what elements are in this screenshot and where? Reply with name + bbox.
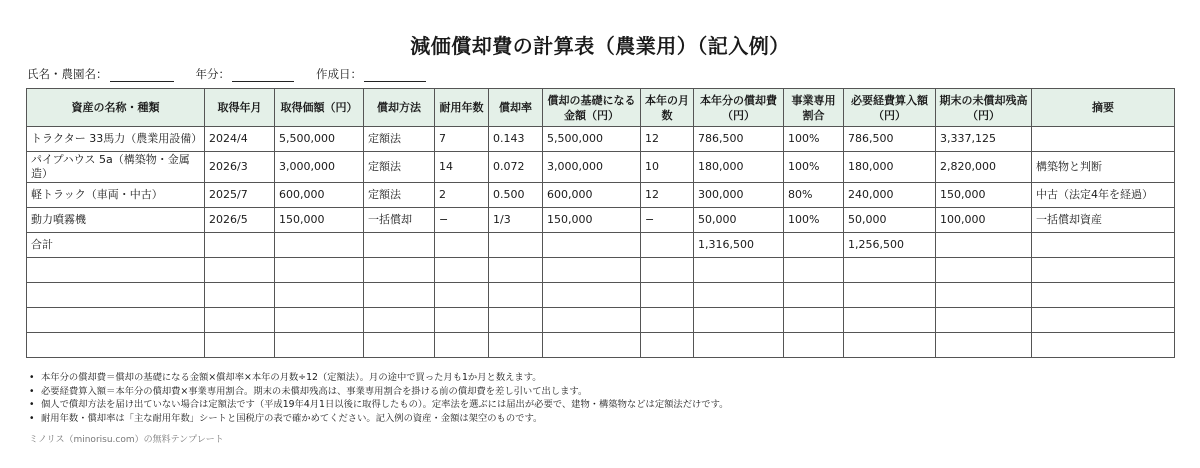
table-cell[interactable] bbox=[205, 308, 275, 333]
depreciation-table bbox=[26, 88, 1175, 358]
note-item: • 個人で償却方法を届け出ていない場合は定額法です（平成19年4月1日以後に取得したもの）。定率法を選ぶには届出が必要で、建物・構築物などは定額法だけです。 bbox=[29, 398, 728, 412]
table-cell[interactable]: 150,000 bbox=[543, 208, 641, 233]
table-cell[interactable] bbox=[1032, 258, 1175, 283]
blank-row bbox=[27, 258, 1175, 283]
table-cell[interactable]: 600,000 bbox=[543, 183, 641, 208]
table-cell[interactable]: 0.500 bbox=[489, 183, 543, 208]
table-cell[interactable]: 3,000,000 bbox=[275, 152, 364, 183]
col-months: 本年の月数 bbox=[641, 89, 694, 127]
table-cell[interactable] bbox=[936, 308, 1032, 333]
table-cell[interactable]: 7 bbox=[435, 127, 489, 152]
table-cell[interactable] bbox=[844, 333, 936, 358]
table-cell[interactable] bbox=[1032, 333, 1175, 358]
table-row bbox=[27, 127, 1175, 152]
table-cell[interactable] bbox=[489, 333, 543, 358]
table-cell[interactable] bbox=[694, 258, 784, 283]
table-cell[interactable] bbox=[364, 333, 435, 358]
table-cell[interactable]: 12 bbox=[641, 183, 694, 208]
col-useful-life: 耐用年数 bbox=[435, 89, 489, 127]
col-book-value: 期末の未償却残高（円） bbox=[936, 89, 1032, 127]
table-cell[interactable] bbox=[364, 283, 435, 308]
table-cell[interactable]: 5,500,000 bbox=[543, 127, 641, 152]
table-cell[interactable] bbox=[1032, 283, 1175, 308]
table-cell[interactable]: 1,316,500 bbox=[694, 233, 784, 258]
table-cell[interactable] bbox=[641, 333, 694, 358]
note-item: • 耐用年数・償却率は「主な耐用年数」シートと国税庁の表で確かめてください。記入例の資産・金額は架空のものです。 bbox=[29, 412, 728, 426]
col-acquired-date: 取得年月 bbox=[205, 89, 275, 127]
table-cell[interactable]: 300,000 bbox=[694, 183, 784, 208]
table-row bbox=[27, 152, 1175, 183]
table-cell[interactable] bbox=[844, 258, 936, 283]
table-cell[interactable]: 動力噴霧機 bbox=[27, 208, 205, 233]
table-cell[interactable]: 100% bbox=[784, 127, 844, 152]
table-cell[interactable] bbox=[27, 308, 205, 333]
table-cell[interactable] bbox=[1032, 127, 1175, 152]
table-cell[interactable] bbox=[936, 258, 1032, 283]
col-basis-amount: 償却の基礎になる金額（円） bbox=[543, 89, 641, 127]
table-cell[interactable] bbox=[844, 283, 936, 308]
table-cell[interactable] bbox=[27, 283, 205, 308]
footer-credit: ミノリス（minorisu.com）の無料テンプレート bbox=[29, 435, 224, 445]
blank-row bbox=[27, 333, 1175, 358]
table-cell[interactable] bbox=[435, 233, 489, 258]
table-cell[interactable]: 構築物と判断 bbox=[1032, 152, 1175, 183]
table-cell[interactable] bbox=[489, 283, 543, 308]
table-cell[interactable] bbox=[936, 233, 1032, 258]
table-cell[interactable]: トラクター 33馬力（農業用設備） bbox=[27, 127, 205, 152]
table-cell[interactable] bbox=[784, 333, 844, 358]
table-cell[interactable] bbox=[364, 233, 435, 258]
table-cell[interactable]: 786,500 bbox=[844, 127, 936, 152]
table-cell[interactable]: 150,000 bbox=[936, 183, 1032, 208]
table-cell[interactable]: 1,256,500 bbox=[844, 233, 936, 258]
table-cell[interactable] bbox=[694, 308, 784, 333]
note-item: • 必要経費算入額＝本年分の償却費×事業専用割合。期末の未償却残高は、事業専用割合を掛ける前の償却費を差し引いて出します。 bbox=[29, 385, 728, 399]
col-deductible: 必要経費算入額（円） bbox=[844, 89, 936, 127]
table-cell[interactable] bbox=[543, 308, 641, 333]
table-cell[interactable] bbox=[936, 333, 1032, 358]
col-depreciation: 本年分の償却費（円） bbox=[694, 89, 784, 127]
blank-row bbox=[27, 308, 1175, 333]
col-remarks: 摘要 bbox=[1032, 89, 1175, 127]
col-method: 償却方法 bbox=[364, 89, 435, 127]
table-cell[interactable]: 2 bbox=[435, 183, 489, 208]
table-cell[interactable]: 100% bbox=[784, 152, 844, 183]
table-cell[interactable] bbox=[27, 333, 205, 358]
table-cell[interactable]: 180,000 bbox=[844, 152, 936, 183]
table-cell[interactable]: 10 bbox=[641, 152, 694, 183]
table-cell[interactable] bbox=[641, 308, 694, 333]
table-cell[interactable]: 定額法 bbox=[364, 127, 435, 152]
table-cell[interactable]: 100,000 bbox=[936, 208, 1032, 233]
table-cell[interactable] bbox=[435, 283, 489, 308]
table-cell[interactable] bbox=[844, 308, 936, 333]
table-header-row bbox=[27, 89, 1175, 127]
notes-list bbox=[29, 371, 728, 425]
blank-row bbox=[27, 283, 1175, 308]
table-cell[interactable]: 一括償却 bbox=[364, 208, 435, 233]
table-cell[interactable]: 2025/7 bbox=[205, 183, 275, 208]
table-cell[interactable]: 2,820,000 bbox=[936, 152, 1032, 183]
table-cell[interactable]: 600,000 bbox=[275, 183, 364, 208]
table-cell[interactable] bbox=[784, 308, 844, 333]
table-cell[interactable] bbox=[489, 233, 543, 258]
col-asset-name: 資産の名称・種類 bbox=[27, 89, 205, 127]
table-cell[interactable]: 0.072 bbox=[489, 152, 543, 183]
table-cell[interactable] bbox=[275, 308, 364, 333]
table-cell[interactable] bbox=[364, 258, 435, 283]
table-cell[interactable] bbox=[1032, 308, 1175, 333]
table-row bbox=[27, 183, 1175, 208]
table-cell[interactable] bbox=[641, 258, 694, 283]
table-cell[interactable]: 150,000 bbox=[275, 208, 364, 233]
total-row bbox=[27, 233, 1175, 258]
table-cell[interactable]: 786,500 bbox=[694, 127, 784, 152]
table-cell[interactable]: 3,000,000 bbox=[543, 152, 641, 183]
table-cell[interactable] bbox=[205, 258, 275, 283]
date-field[interactable] bbox=[316, 66, 426, 82]
meta-fields bbox=[27, 66, 426, 82]
table-cell[interactable]: 合計 bbox=[27, 233, 205, 258]
table-cell[interactable]: − bbox=[641, 208, 694, 233]
note-item: • 本年分の償却費＝償却の基礎になる金額×償却率×本年の月数÷12（定額法）。月の途中で買った月も1か月と数えます。 bbox=[29, 371, 728, 385]
table-cell[interactable] bbox=[275, 233, 364, 258]
table-cell[interactable]: 240,000 bbox=[844, 183, 936, 208]
table-cell[interactable]: 3,337,125 bbox=[936, 127, 1032, 152]
date-label: 作成日： bbox=[316, 67, 362, 81]
table-cell[interactable] bbox=[275, 283, 364, 308]
table-cell[interactable] bbox=[435, 333, 489, 358]
table-cell[interactable]: パイプハウス 5a（構築物・金属造） bbox=[27, 152, 205, 183]
table-cell[interactable] bbox=[27, 258, 205, 283]
table-cell[interactable] bbox=[543, 283, 641, 308]
table-cell[interactable] bbox=[205, 233, 275, 258]
name-field[interactable] bbox=[27, 66, 174, 82]
table-cell[interactable] bbox=[1032, 233, 1175, 258]
name-blank[interactable] bbox=[110, 69, 174, 82]
year-field[interactable] bbox=[196, 66, 295, 82]
table-cell[interactable]: 2026/3 bbox=[205, 152, 275, 183]
col-business-ratio: 事業専用割合 bbox=[784, 89, 844, 127]
table-cell[interactable]: 一括償却資産 bbox=[1032, 208, 1175, 233]
table-body bbox=[27, 127, 1175, 358]
page-title: 減価償却費の計算表（農業用）（記入例） bbox=[410, 34, 790, 58]
table-cell[interactable] bbox=[205, 283, 275, 308]
table-cell[interactable] bbox=[435, 308, 489, 333]
year-blank[interactable] bbox=[232, 69, 294, 82]
table-row bbox=[27, 208, 1175, 233]
table-cell[interactable] bbox=[435, 258, 489, 283]
table-cell[interactable] bbox=[275, 258, 364, 283]
table-cell[interactable] bbox=[784, 233, 844, 258]
table-cell[interactable] bbox=[694, 283, 784, 308]
table-cell[interactable]: − bbox=[435, 208, 489, 233]
table-cell[interactable] bbox=[543, 258, 641, 283]
table-cell[interactable] bbox=[275, 333, 364, 358]
table-cell[interactable]: 1/3 bbox=[489, 208, 543, 233]
table-cell[interactable] bbox=[784, 283, 844, 308]
table-cell[interactable]: 定額法 bbox=[364, 152, 435, 183]
table-cell[interactable]: 50,000 bbox=[844, 208, 936, 233]
table-cell[interactable]: 50,000 bbox=[694, 208, 784, 233]
date-blank[interactable] bbox=[364, 69, 426, 82]
table-cell[interactable]: 軽トラック（車両・中古） bbox=[27, 183, 205, 208]
table-cell[interactable]: 180,000 bbox=[694, 152, 784, 183]
table-cell[interactable] bbox=[543, 233, 641, 258]
table-cell[interactable]: 中古（法定4年を経過） bbox=[1032, 183, 1175, 208]
table-cell[interactable] bbox=[205, 333, 275, 358]
table-cell[interactable] bbox=[936, 283, 1032, 308]
col-acquisition-cost: 取得価額（円） bbox=[275, 89, 364, 127]
table-cell[interactable]: 定額法 bbox=[364, 183, 435, 208]
table-cell[interactable]: 100% bbox=[784, 208, 844, 233]
table-cell[interactable]: 12 bbox=[641, 127, 694, 152]
table-cell[interactable]: 5,500,000 bbox=[275, 127, 364, 152]
table-cell[interactable]: 80% bbox=[784, 183, 844, 208]
table-cell[interactable]: 2026/5 bbox=[205, 208, 275, 233]
table-cell[interactable]: 0.143 bbox=[489, 127, 543, 152]
table-cell[interactable] bbox=[543, 333, 641, 358]
table-cell[interactable] bbox=[364, 308, 435, 333]
table-cell[interactable]: 2024/4 bbox=[205, 127, 275, 152]
table-cell[interactable] bbox=[694, 333, 784, 358]
year-label: 年分： bbox=[195, 67, 230, 81]
table-cell[interactable] bbox=[641, 283, 694, 308]
table-cell[interactable]: 14 bbox=[435, 152, 489, 183]
table-cell[interactable] bbox=[489, 308, 543, 333]
name-label: 氏名・農園名： bbox=[27, 67, 108, 81]
table-cell[interactable] bbox=[489, 258, 543, 283]
col-rate: 償却率 bbox=[489, 89, 543, 127]
table-cell[interactable] bbox=[784, 258, 844, 283]
table-cell[interactable] bbox=[641, 233, 694, 258]
